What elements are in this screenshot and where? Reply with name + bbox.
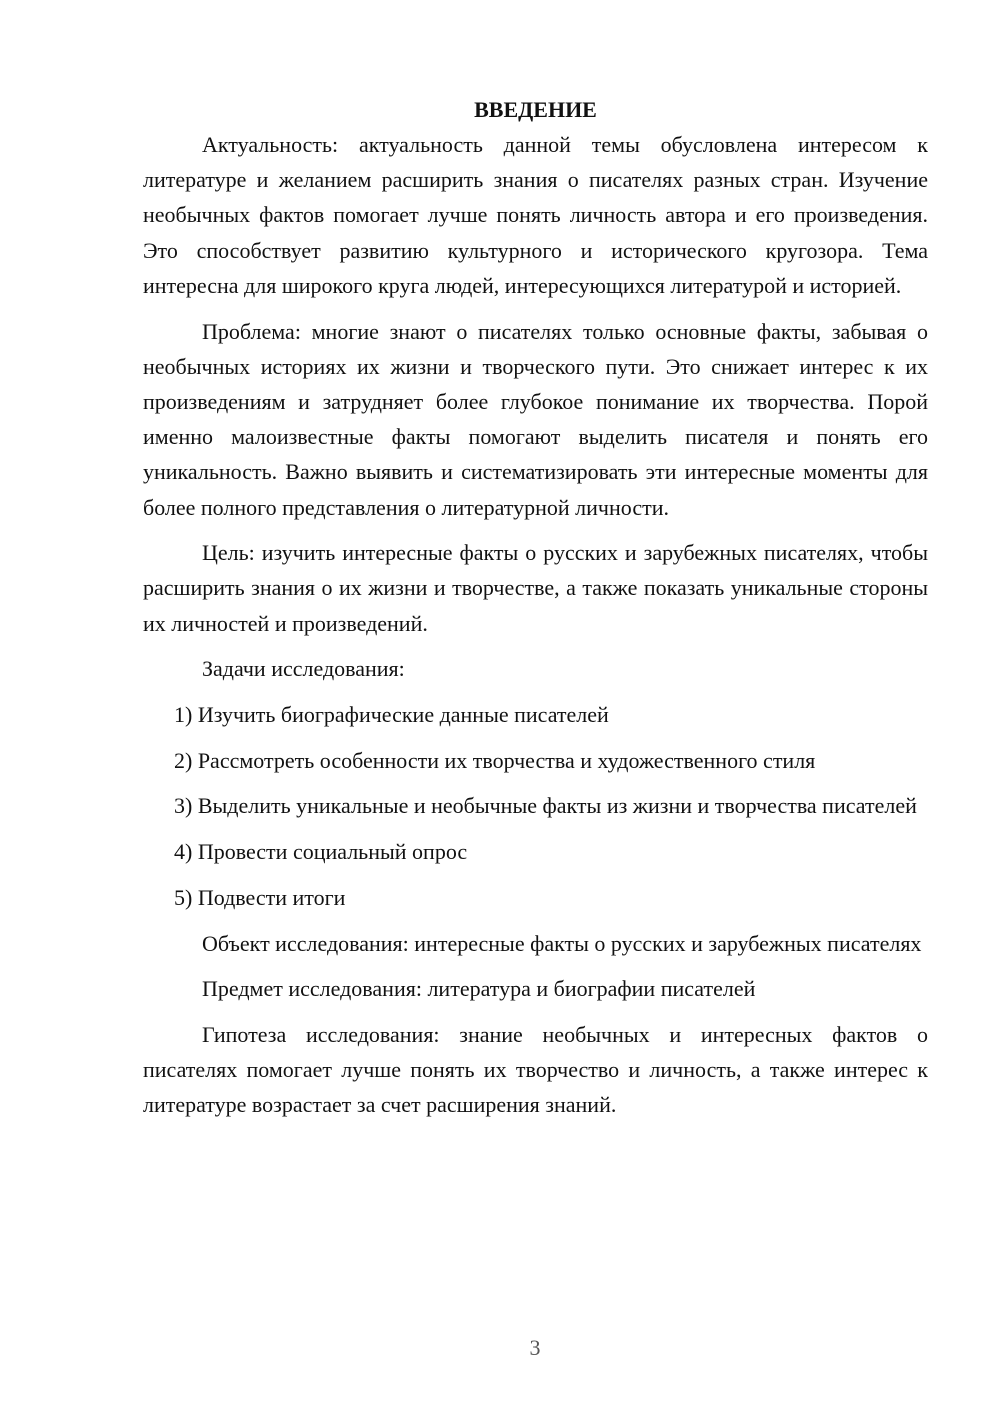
- task-item: 5) Подвести итоги: [174, 884, 346, 910]
- page-title: ВВЕДЕНИЕ: [474, 97, 597, 122]
- paragraph-object: Объект исследования: интересные факты о русских и зарубежных писателях: [202, 930, 922, 956]
- paragraph-subject: Предмет исследования: литература и биографии писателей: [202, 976, 756, 1002]
- task-item: 4) Провести социальный опрос: [174, 839, 468, 865]
- task-item: 3) Выделить уникальные и необычные факты из жизни и творчества писателей: [174, 793, 917, 819]
- task-item: 1) Изучить биографические данные писателей: [174, 702, 609, 728]
- paragraph-goal: Цель: изучить интересные факты о русских и зарубежных писателях, чтобы расширить знания о их жизни и творчестве, а также показать уникальные стороны их личностей и произведений.: [143, 540, 928, 636]
- page-content: [143, 92, 928, 1123]
- task-item: 2) Рассмотреть особенности их творчества и художественного стиля: [174, 747, 816, 773]
- paragraph-problem: Проблема: многие знают о писателях только основные факты, забывая о необычных историях их жизни и творческого пути. Это снижает интерес к их произведениям и затрудняет более глубокое понимание их творчества. Порой именно малоизвестные факты помогают выделить писателя и понять его уникальность. Важно выявить и систематизировать эти интересные моменты для более полного представления о литературной личности.: [143, 318, 928, 520]
- paragraph-hypothesis: Гипотеза исследования: знание необычных и интересных фактов о писателях помогает лучше понять их творчество и личность, а также интерес к литературе возрастает за счет расширения знаний.: [143, 1021, 928, 1118]
- paragraph-relevance: Актуальность: актуальность данной темы обусловлена интересом к литературе и желанием расширить знания о писателях разных стран. Изучение необычных фактов помогает лучше понять личность автора и его произведения. Это способствует развитию культурного и исторического кругозора. Тема интересна для широкого круга людей, интересующихся литературой и историей.: [143, 132, 928, 298]
- tasks-heading: Задачи исследования:: [202, 656, 405, 682]
- page-number: 3: [529, 1335, 541, 1360]
